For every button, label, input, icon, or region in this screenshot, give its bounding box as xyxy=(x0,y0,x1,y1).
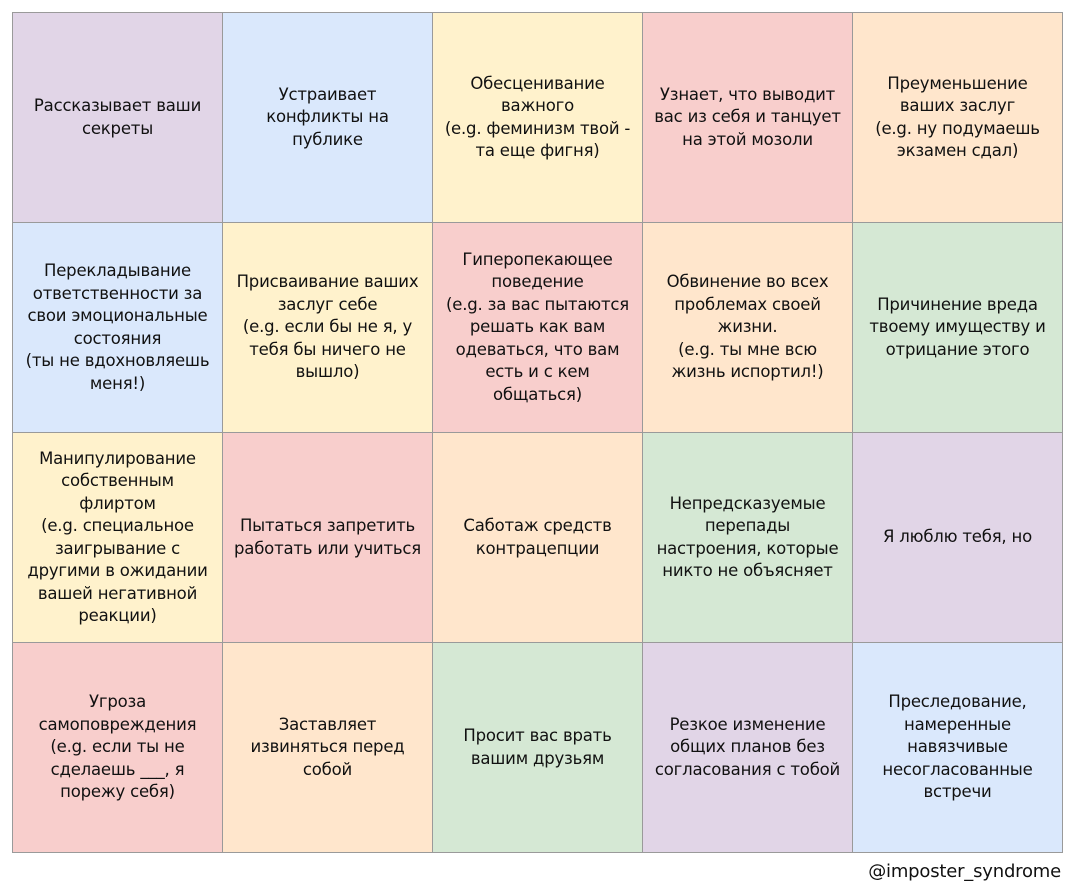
cell-text: Устраивает конфликты на публике xyxy=(266,84,389,149)
cell-text: Заставляет извиняться перед собой xyxy=(250,714,405,779)
cell-text: Рассказывает ваши секреты xyxy=(33,96,202,138)
cell-text: Преуменьшение ваших заслуг (e.g. ну подумаешь экзамен сдал) xyxy=(875,73,1040,160)
bingo-cell xyxy=(432,222,643,433)
cell-text: Преследование, намеренные навязчивые несогласованные встречи xyxy=(882,692,1033,802)
cell-text: Перекладывание ответственности за свои эмоциональные состояния (ты не вдохновляешь меня!) xyxy=(25,261,210,393)
cell-text: Манипулирование собственным флиртом (e.g. специальное заигрывание с другими в ожидании вашей негативной реакции) xyxy=(27,448,208,625)
bingo-grid xyxy=(12,12,1062,852)
bingo-cell xyxy=(852,12,1063,223)
author-credit: @imposter_syndrome xyxy=(868,861,1061,882)
cell-text: Гиперопекающее поведение (e.g. за вас пытаются решать как вам одеваться, что вам есть и с кем общаться) xyxy=(446,249,629,404)
bingo-cell xyxy=(222,222,433,433)
cell-text: Пытаться запретить работать или учиться xyxy=(234,516,421,558)
cell-text: Причинение вреда твоему имуществу и отрицание этого xyxy=(869,294,1046,359)
bingo-cell xyxy=(852,222,1063,433)
bingo-cell xyxy=(432,432,643,643)
bingo-cell xyxy=(12,222,223,433)
cell-text: Присваивание ваших заслуг себе (e.g. если бы не я, у тебя бы ничего не вышло) xyxy=(236,272,419,382)
bingo-cell xyxy=(12,432,223,643)
cell-text: Обвинение во всех проблемах своей жизни. (e.g. ты мне всю жизнь испортил!) xyxy=(666,272,829,382)
bingo-cell xyxy=(642,12,853,223)
cell-text: Саботаж средств контрацепции xyxy=(463,516,612,558)
cell-text: Обесценивание важного (e.g. феминизм твой - та еще фигня) xyxy=(444,73,631,160)
bingo-cell xyxy=(432,12,643,223)
bingo-cell xyxy=(12,12,223,223)
bingo-cell xyxy=(432,642,643,853)
cell-text: Узнает, что выводит вас из себя и танцует на этой мозоли xyxy=(654,84,841,149)
bingo-cell xyxy=(642,432,853,643)
bingo-cell xyxy=(642,222,853,433)
bingo-cell xyxy=(852,642,1063,853)
cell-text: Я люблю тебя, но xyxy=(882,527,1033,547)
bingo-cell xyxy=(852,432,1063,643)
bingo-cell xyxy=(222,12,433,223)
cell-text: Просит вас врать вашим друзьям xyxy=(463,726,612,768)
bingo-cell xyxy=(642,642,853,853)
bingo-cell xyxy=(12,642,223,853)
bingo-cell xyxy=(222,432,433,643)
cell-text: Резкое изменение общих планов без согласования с тобой xyxy=(654,714,841,779)
cell-text: Угроза самоповреждения (e.g. если ты не сделаешь ___, я порежу себя) xyxy=(38,692,197,802)
bingo-cell xyxy=(222,642,433,853)
cell-text: Непредсказуемые перепады настроения, которые никто не объясняет xyxy=(656,493,839,580)
